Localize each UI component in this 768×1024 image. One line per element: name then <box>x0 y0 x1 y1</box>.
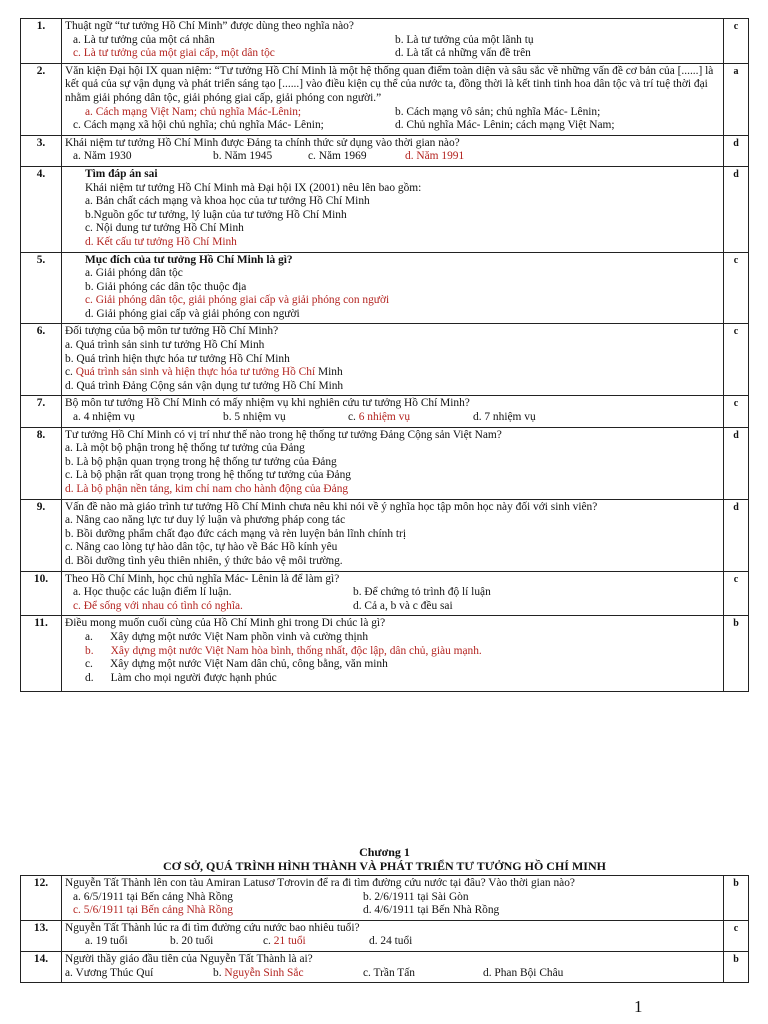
page-number: 1 <box>634 997 643 1016</box>
option-d: d. Giải phóng giai cấp và giải phóng con người <box>85 307 300 320</box>
chapter-label: Chương 1 <box>359 845 410 859</box>
question-text: Người thầy giáo đầu tiên của Nguyễn Tất Thành là ai? <box>65 952 313 965</box>
question-body <box>62 951 724 982</box>
question-number: 9. <box>21 499 62 571</box>
option-b-prefix: b. <box>213 966 222 979</box>
option-a: a. Giải phóng dân tộc <box>85 267 183 280</box>
question-title: Mục đích của tư tưởng Hồ Chí Minh là gì? <box>85 253 293 266</box>
question-row <box>21 135 749 166</box>
option-c: c. 5/6/1911 tại Bến cảng Nhà Rồng <box>73 904 233 917</box>
option-c: c. Nâng cao lòng tự hào dân tộc, tự hào về Bác Hồ kính yêu <box>65 541 338 554</box>
question-text: Tư tưởng Hồ Chí Minh có vị trí như thế nào trong hệ thống tư tưởng Đảng Cộng sản Việt Nam? <box>65 428 502 441</box>
question-text: Nguyễn Tất Thành lên con tàu Amiran Latusơ Tơrovin để ra đi tìm đường cứu nước tại đâu? Vào thời gian nào? <box>65 877 575 889</box>
question-body <box>62 252 724 324</box>
option-c-tail: Minh <box>317 366 343 379</box>
option-a: a. Năm 1930 <box>73 150 132 163</box>
option-a: a. Vương Thúc Quí <box>65 966 154 979</box>
question-text: Thuật ngữ “tư tưởng Hồ Chí Minh” được dùng theo nghĩa nào? <box>65 20 354 32</box>
question-row <box>21 616 749 692</box>
question-row <box>21 951 749 982</box>
option-b: b. Quá trình hiện thực hóa tư tưởng Hồ Chí Minh <box>65 352 290 365</box>
answer-key: c <box>724 571 749 616</box>
option-c: c. Là bộ phận rất quan trọng trong hệ thống tư tưởng của Đảng <box>65 469 351 482</box>
option-c: c. Năm 1969 <box>308 150 367 163</box>
question-text: Nguyễn Tất Thành lúc ra đi tìm đường cứu nước bao nhiêu tuổi? <box>65 921 360 934</box>
option-b: b. 2/6/1911 tại Sài Gòn <box>363 890 469 903</box>
question-number: 2. <box>21 63 62 135</box>
answer-key: c <box>724 920 749 951</box>
answer-key: c <box>724 252 749 324</box>
option-d: d. Chủ nghĩa Mác- Lênin; cách mạng Việt Nam; <box>395 119 615 132</box>
question-body <box>62 876 724 921</box>
question-body <box>62 571 724 616</box>
question-text: Khái niệm tư tưởng Hồ Chí Minh mà Đại hội IX (2001) nêu lên bao gồm: <box>85 181 422 194</box>
option-a: a. 6/5/1911 tại Bến cảng Nhà Rồng <box>73 890 233 903</box>
option-c-highlight: Quá trình sản sinh và hiện thực hóa tư tưởng Hồ Chí <box>75 366 316 379</box>
option-d: d. Là tất cả những vấn đề trên <box>395 47 531 60</box>
option-b-highlight: Nguyễn Sinh Sắc <box>224 966 304 979</box>
question-row <box>21 427 749 499</box>
option-c: c. Là tư tưởng của một giai cấp, một dân tộc <box>73 47 275 60</box>
option-a: a. Quá trình sản sinh tư tưởng Hồ Chí Minh <box>65 339 265 352</box>
question-number: 5. <box>21 252 62 324</box>
question-body <box>62 135 724 166</box>
option-c: c. Để sống với nhau có tình có nghĩa. <box>73 599 243 612</box>
question-row <box>21 920 749 951</box>
option-a: a. Là tư tưởng của một cá nhân <box>73 33 215 46</box>
option-d: d. Phan Bội Châu <box>483 966 564 979</box>
question-row <box>21 396 749 427</box>
option-d: d. 24 tuổi <box>369 935 413 948</box>
option-a: a. Bản chất cách mạng và khoa học của tư tưởng Hồ Chí Minh <box>85 195 370 208</box>
option-a: a. 19 tuổi <box>85 935 128 948</box>
option-b: b. Xây dựng một nước Việt Nam hòa bình, thống nhất, độc lập, dân chủ, giàu mạnh. <box>85 644 482 657</box>
option-c: c. Nội dung tư tưởng Hồ Chí Minh <box>85 222 244 235</box>
question-body <box>62 920 724 951</box>
option-a: a. Nâng cao năng lực tư duy lý luận và phương pháp cong tác <box>65 514 346 527</box>
question-row <box>21 324 749 396</box>
question-number: 13. <box>21 920 62 951</box>
option-c-prefix: c. <box>65 366 73 379</box>
question-row <box>21 252 749 324</box>
chapter-title: CƠ SỞ, QUÁ TRÌNH HÌNH THÀNH VÀ PHÁT TRIỂN TƯ TƯỞNG HỒ CHÍ MINH <box>163 859 606 873</box>
answer-key: d <box>724 427 749 499</box>
option-b: b. Năm 1945 <box>213 150 273 163</box>
question-body <box>62 616 724 692</box>
question-text: Điều mong muốn cuối cùng của Hồ Chí Minh ghi trong Di chúc là gì? <box>65 617 386 630</box>
option-d: d. Cả a, b và c đều sai <box>353 599 453 612</box>
option-d: d. Làm cho mọi người được hạnh phúc <box>85 671 277 684</box>
question-number: 12. <box>21 876 62 921</box>
option-d: d. Kết cấu tư tưởng Hồ Chí Minh <box>85 235 237 248</box>
question-number: 11. <box>21 616 62 692</box>
option-b: b. 5 nhiệm vụ <box>223 411 286 424</box>
question-row <box>21 499 749 571</box>
question-number: 14. <box>21 951 62 982</box>
option-c <box>348 411 473 425</box>
option-b: b. 20 tuổi <box>170 935 214 948</box>
option-d: d. Là bộ phận nền tảng, kim chỉ nam cho hành động của Đảng <box>65 483 349 495</box>
question-number: 7. <box>21 396 62 427</box>
option-c: c. Xây dựng một nước Việt Nam dân chủ, công bằng, văn minh <box>85 658 388 671</box>
answer-key: b <box>724 876 749 921</box>
answer-key: c <box>724 324 749 396</box>
questions-table-2 <box>20 875 749 983</box>
question-row <box>21 876 749 921</box>
question-body <box>62 499 724 571</box>
answer-key: d <box>724 166 749 252</box>
option-c <box>263 935 369 949</box>
question-text: Văn kiện Đại hội IX quan niệm: “Tư tưởng Hồ Chí Minh là một hệ thống quan điểm toàn diện và sâu sắc về những vấn đề cơ bản của [......] là kết quả của sự vận dụng và phát triển sáng tạo [......] vào điều kiện cụ thể của nước ta, đồng thời là kết tinh tinh hoa dân tộc và trí tuệ thời đại nhằm giải phóng dân tộc, giải phóng giai cấp, giải phóng con người.” <box>65 64 714 104</box>
question-body <box>62 324 724 396</box>
question-text: Bộ môn tư tưởng Hồ Chí Minh có mấy nhiệm vụ khi nghiên cứu tư tưởng Hồ Chí Minh? <box>65 397 470 410</box>
question-body <box>62 166 724 252</box>
option-d: d. Quá trình Đảng Cộng sản vận dụng tư tưởng Hồ Chí Minh <box>65 379 344 392</box>
answer-key: a <box>724 63 749 135</box>
option-c-prefix: c. <box>348 411 356 424</box>
option-a: a. Học thuộc các luận điểm lí luận. <box>73 586 232 599</box>
question-title: Tìm đáp án sai <box>85 167 158 180</box>
option-b: b. Bồi dưỡng phẩm chất đạo đức cách mạng và rèn luyện bản lĩnh chính trị <box>65 527 407 540</box>
question-text: Khái niệm tư tưởng Hồ Chí Minh được Đảng ta chính thức sử dụng vào thời gian nào? <box>65 136 460 149</box>
question-row <box>21 63 749 135</box>
question-number: 3. <box>21 135 62 166</box>
option-d: d. 7 nhiệm vụ <box>473 411 536 424</box>
question-row <box>21 19 749 64</box>
question-body <box>62 396 724 427</box>
question-text: Đối tượng của bộ môn tư tưởng Hồ Chí Minh? <box>65 325 279 338</box>
answer-key: b <box>724 951 749 982</box>
option-c: c. Giải phóng dân tộc, giải phóng giai cấp và giải phóng con người <box>85 294 390 307</box>
answer-key: d <box>724 135 749 166</box>
question-number: 10. <box>21 571 62 616</box>
questions-table-1 <box>20 18 749 692</box>
answer-key: c <box>724 396 749 427</box>
option-b: b. Là bộ phận quan trọng trong hệ thống tư tưởng của Đảng <box>65 455 337 468</box>
option-d: d. Năm 1991 <box>405 150 465 163</box>
option-c: c. Cách mạng xã hội chủ nghĩa; chủ nghĩa Mác- Lênin; <box>73 119 324 132</box>
option-c <box>65 366 720 380</box>
option-b: b. Cách mạng vô sản; chủ nghĩa Mác- Lênin; <box>395 105 601 118</box>
question-body <box>62 427 724 499</box>
question-number: 4. <box>21 166 62 252</box>
option-b: b.Nguồn gốc tư tưởng, lý luận của tư tưởng Hồ Chí Minh <box>85 208 347 221</box>
question-number: 8. <box>21 427 62 499</box>
question-text: Theo Hồ Chí Minh, học chủ nghĩa Mác- Lênin là để làm gì? <box>65 572 340 585</box>
option-d: d. 4/6/1911 tại Bến Nhà Rồng <box>363 904 500 917</box>
option-c: c. Trần Tấn <box>363 966 415 979</box>
answer-key: b <box>724 616 749 692</box>
option-c-highlight: 21 tuổi <box>273 935 306 948</box>
question-number: 1. <box>21 19 62 64</box>
answer-key: d <box>724 499 749 571</box>
question-number: 6. <box>21 324 62 396</box>
option-c-highlight: 6 nhiệm vụ <box>358 411 411 424</box>
option-b <box>213 967 363 981</box>
option-b: b. Để chứng tỏ trình độ lí luận <box>353 586 491 599</box>
question-body <box>62 19 724 64</box>
option-a: a. Là một bộ phận trong hệ thống tư tưởng của Đảng <box>65 442 305 455</box>
question-row <box>21 166 749 252</box>
option-d: d. Bồi dưỡng tình yêu thiên nhiên, ý thức bảo vệ môi trường. <box>65 554 343 567</box>
option-b: b. Giải phóng các dân tộc thuộc địa <box>85 280 247 293</box>
option-a: a. Cách mạng Việt Nam; chủ nghĩa Mác-Lênin; <box>85 105 302 118</box>
option-c-prefix: c. <box>263 935 271 948</box>
option-a: a. 4 nhiệm vụ <box>73 411 136 424</box>
question-body <box>62 63 724 135</box>
question-row <box>21 571 749 616</box>
option-b: b. Là tư tưởng của một lãnh tụ <box>395 33 534 46</box>
option-a: a. Xây dựng một nước Việt Nam phồn vinh và cường thịnh <box>85 630 369 643</box>
answer-key: c <box>724 19 749 64</box>
question-text: Vấn đề nào mà giáo trình tư tưởng Hồ Chí Minh chưa nêu khi nói về ý nghĩa học tập môn học này đối với sinh viên? <box>65 500 598 513</box>
